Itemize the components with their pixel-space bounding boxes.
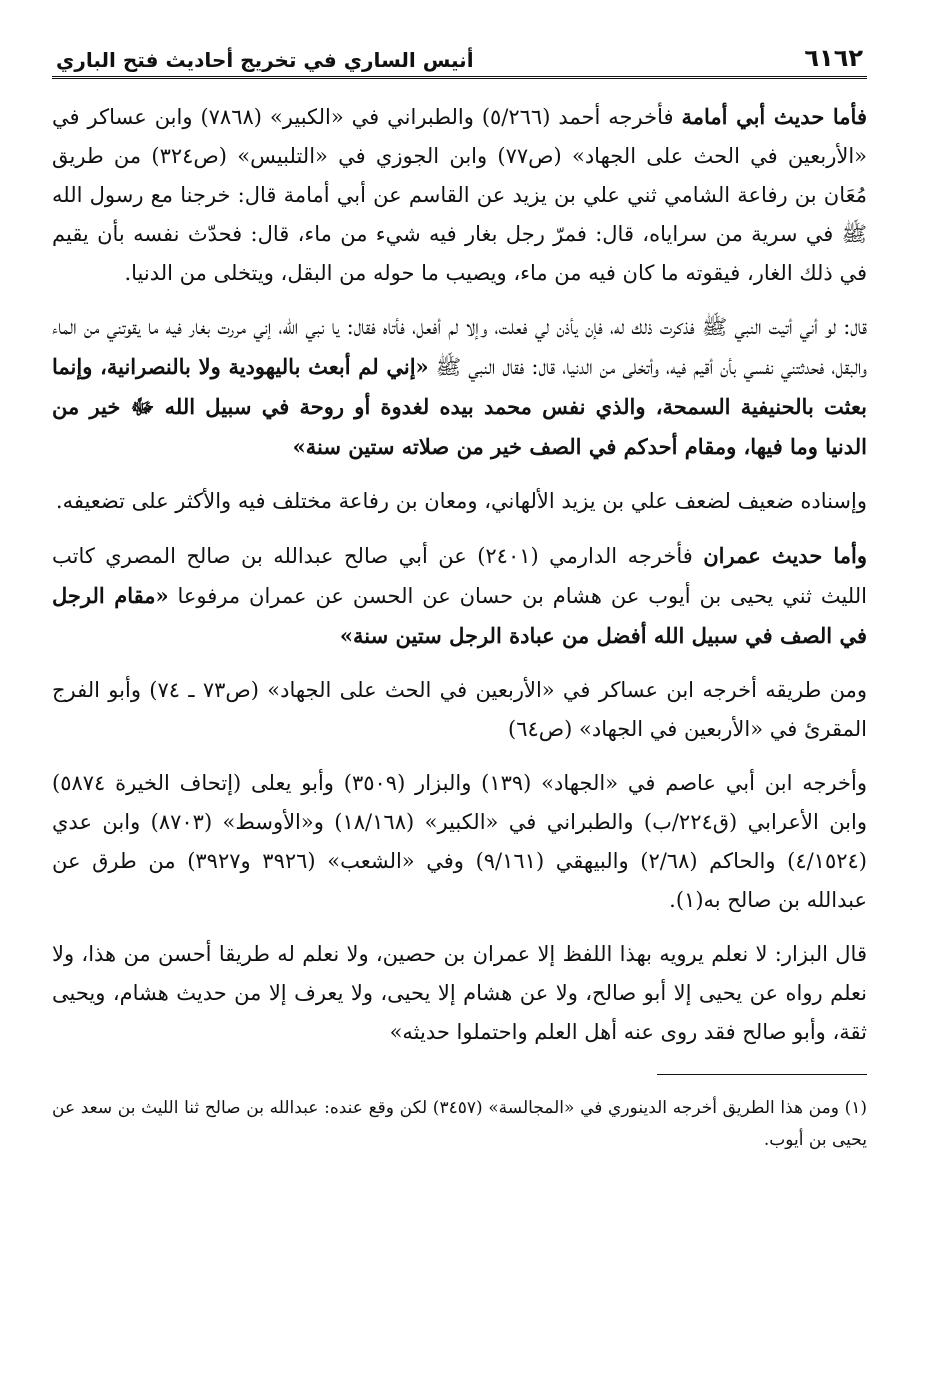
paragraph-text: ومن طريقه أخرجه ابن عساكر في «الأربعين في الحث على الجهاد» (ص٧٣ ـ ٧٤) وأبو الفرج المقرئ في «الأربعين في الجهاد» (ص٦٤) xyxy=(52,678,867,741)
page-number: ٦١٦٢ xyxy=(804,44,863,72)
paragraph-bazzar xyxy=(52,935,867,1052)
running-title: أنيس الساري في تخريج أحاديث فتح الباري xyxy=(56,48,474,72)
bold-text: وأما حديث عمران xyxy=(703,543,868,568)
bold-text: فأما حديث أبي أمامة xyxy=(681,104,867,129)
paragraph-ibn-asakir xyxy=(52,671,867,749)
paragraph-text: وأخرجه ابن أبي عاصم في «الجهاد» (١٣٩) والبزار (٣٥٠٩) وأبو يعلى (إتحاف الخيرة ٥٨٧٤) وابن الأعرابي (ق٢٢٤/ب) والطبراني في «الكبير» (١٨/١٦٨) و«الأوسط» (٨٧٠٣) وابن عدي (٤/١٥٢٤) والحاكم (٢/٦٨) والبيهقي (٩/١٦١) وفي «الشعب» (٣٩٢٦ و٣٩٢٧) من طرق عن عبدالله بن صالح به(١). xyxy=(52,771,868,912)
paragraph-takhrij xyxy=(52,764,867,920)
paragraph-abu-umama xyxy=(52,97,867,293)
paragraph-text: قال البزار: لا نعلم يرويه بهذا اللفظ إلا عمران بن حصين، ولا نعلم له طريقا أحسن من هذا، ولا نعلم رواه عن يحيى إلا أبو صالح، ولا عن هشام إلا يحيى، ولا يعرف إلا من حديث هشام، ويحيى ثقة، وأبو صالح فقد روى عنه أهل العلم واحتملوا حديثه» xyxy=(52,942,867,1044)
paragraph-text: فأخرجه الدارمي (٢٤٠١) عن أبي صالح عبدالله بن صالح المصري كاتب الليث ثني يحيى بن أيوب عن هشام بن حسان عن الحسن عن عمران مرفوعا xyxy=(52,544,867,608)
paragraph-hadith-text xyxy=(52,308,867,467)
footnote: (١) ومن هذا الطريق أخرجه الدينوري في «المجالسة» (٣٤٥٧) لكن وقع عنده: عبدالله بن صالح ثنا الليث بن سعد عن يحيى بن أيوب. xyxy=(52,1098,867,1150)
page-body xyxy=(52,97,867,1052)
paragraph-text: وإسناده ضعيف لضعف علي بن يزيد الألهاني، ومعان بن رفاعة مختلف فيه والأكثر على تضعيفه. xyxy=(55,489,867,513)
bold-text: «إني لم أبعث باليهودية ولا بالنصرانية، وإنما بعثت بالحنيفية السمحة، والذي نفس محمد بيده لغدوة أو روحة في سبيل الله ﷻ خير من الدنيا وما فيها، ومقام أحدكم في الصف خير من صلاته ستين سنة» xyxy=(52,354,867,459)
bold-text: «مقام الرجل في الصف في سبيل الله أفضل من عبادة الرجل ستين سنة» xyxy=(52,583,867,648)
paragraph-isnad-grading xyxy=(52,482,867,521)
paragraph-imran xyxy=(52,536,867,656)
footnote-divider xyxy=(657,1074,867,1075)
paragraph-text: قال: لو أني أتيت النبي ﷺ فذكرت ذلك له، فإن يأذن لي فعلت، وإلا لم أفعل، فأتاه فقال: يا نبي الله، إني مررت بغار فيه ما يقوتني من الماء والبقل، فحدثتني نفسي بأن أقيم فيه، وأتخلى من الدنيا، قال: فقال النبي ﷺ xyxy=(52,315,867,379)
paragraph-text: فأخرجه أحمد (٥/٢٦٦) والطبراني في «الكبير» (٧٨٦٨) وابن عساكر في «الأربعين في الحث على الجهاد» (ص٧٧) وابن الجوزي في «التلبيس» (ص٣٢٤) من طريق مُعَان بن رفاعة الشامي ثني علي بن يزيد عن القاسم عن أبي أمامة قال: خرجنا مع رسول الله ﷺ في سرية من سراياه، قال: فمرّ رجل بغار فيه شيء من ماء، قال: فحدّث نفسه بأن يقيم في ذلك الغار، فيقوته ما كان فيه من ماء، ويصيب ما حوله من البقل، ويتخلى من الدنيا. xyxy=(52,105,868,285)
page-header xyxy=(52,28,867,79)
book-page xyxy=(52,28,867,1348)
